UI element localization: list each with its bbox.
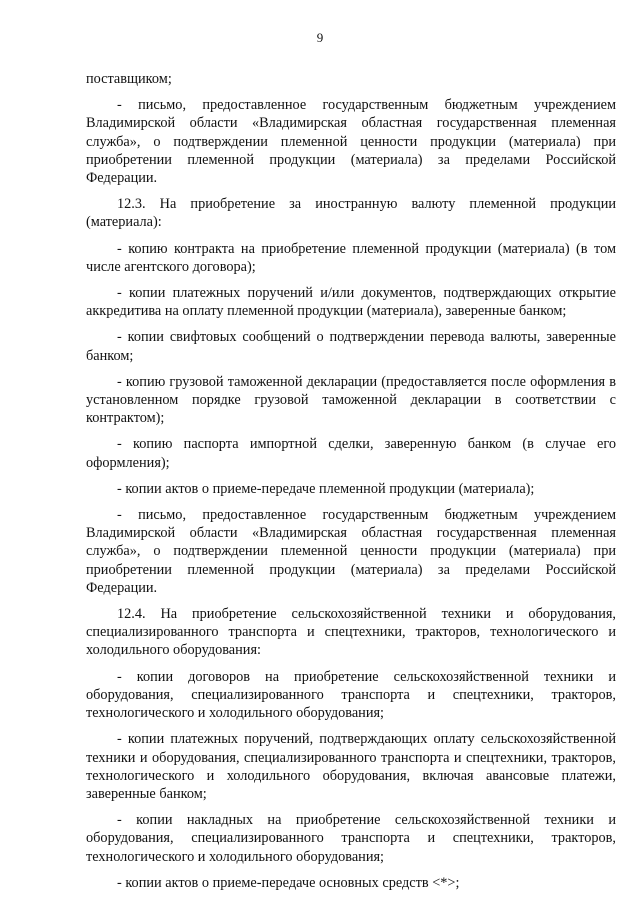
paragraph: - копию паспорта импортной сделки, заверенную банком (в случае его оформления); — [86, 436, 616, 471]
paragraph: - письмо, предоставленное государственным бюджетным учреждением Владимирской области «Владимирская областная государственная племенная служба», о подтверждении племенной ценности продукции (материала) при приобретении племенной продукции (материала) за пределами Российской Федерации. — [86, 97, 616, 187]
paragraph: - письмо, предоставленное государственным бюджетным учреждением Владимирской области «Владимирская областная государственная племенная служба», о подтверждении племенной ценности продукции (материала) при приобретении племенной продукции (материала) за пределами Российской Федерации. — [86, 507, 616, 596]
paragraph: - копию грузовой таможенной декларации (предоставляется после оформления в установленном порядке грузовой таможенной декларации в соответствии с контрактом); — [86, 373, 616, 427]
paragraph: 12.3. На приобретение за иностранную валюту племенной продукции (материала): — [86, 196, 616, 231]
paragraph: - копии накладных на приобретение сельскохозяйственной техники и оборудования, специализированного транспорта и спецтехники, тракторов, технологического и холодильного оборудования; — [86, 812, 616, 865]
paragraph: - копии свифтовых сообщений о подтверждении перевода валюты, заверенные банком; — [86, 329, 616, 364]
paragraph: - копии платежных поручений и/или документов, подтверждающих открытие аккредитива на оплату племенной продукции (материала), заверенные банком; — [86, 285, 616, 320]
paragraph: - копии актов о приеме-передаче племенной продукции (материала); — [117, 480, 535, 497]
paragraph: - копии платежных поручений, подтверждающих оплату сельскохозяйственной техники и оборудования, специализированного транспорта и спецтехники, тракторов, технологического и холодильного оборудования, включая авансовые платежи, заверенные банком; — [86, 731, 616, 802]
paragraph: - копии договоров на приобретение сельскохозяйственной техники и оборудования, специализированного транспорта и спецтехники, тракторов, технологического и холодильного оборудования; — [86, 668, 616, 722]
paragraph: поставщиком; — [86, 71, 172, 87]
page-number: 9 — [316, 30, 324, 45]
paragraph: - копию контракта на приобретение племенной продукции (материала) (в том числе агентского договора); — [86, 240, 616, 275]
document-body — [86, 70, 616, 900]
paragraph: 12.4. На приобретение сельскохозяйственной техники и оборудования, специализированного транспорта и спецтехники, тракторов, технологического и холодильного оборудования: — [86, 606, 616, 659]
paragraph: - копии актов о приеме-передаче основных средств <*>; — [117, 874, 460, 891]
